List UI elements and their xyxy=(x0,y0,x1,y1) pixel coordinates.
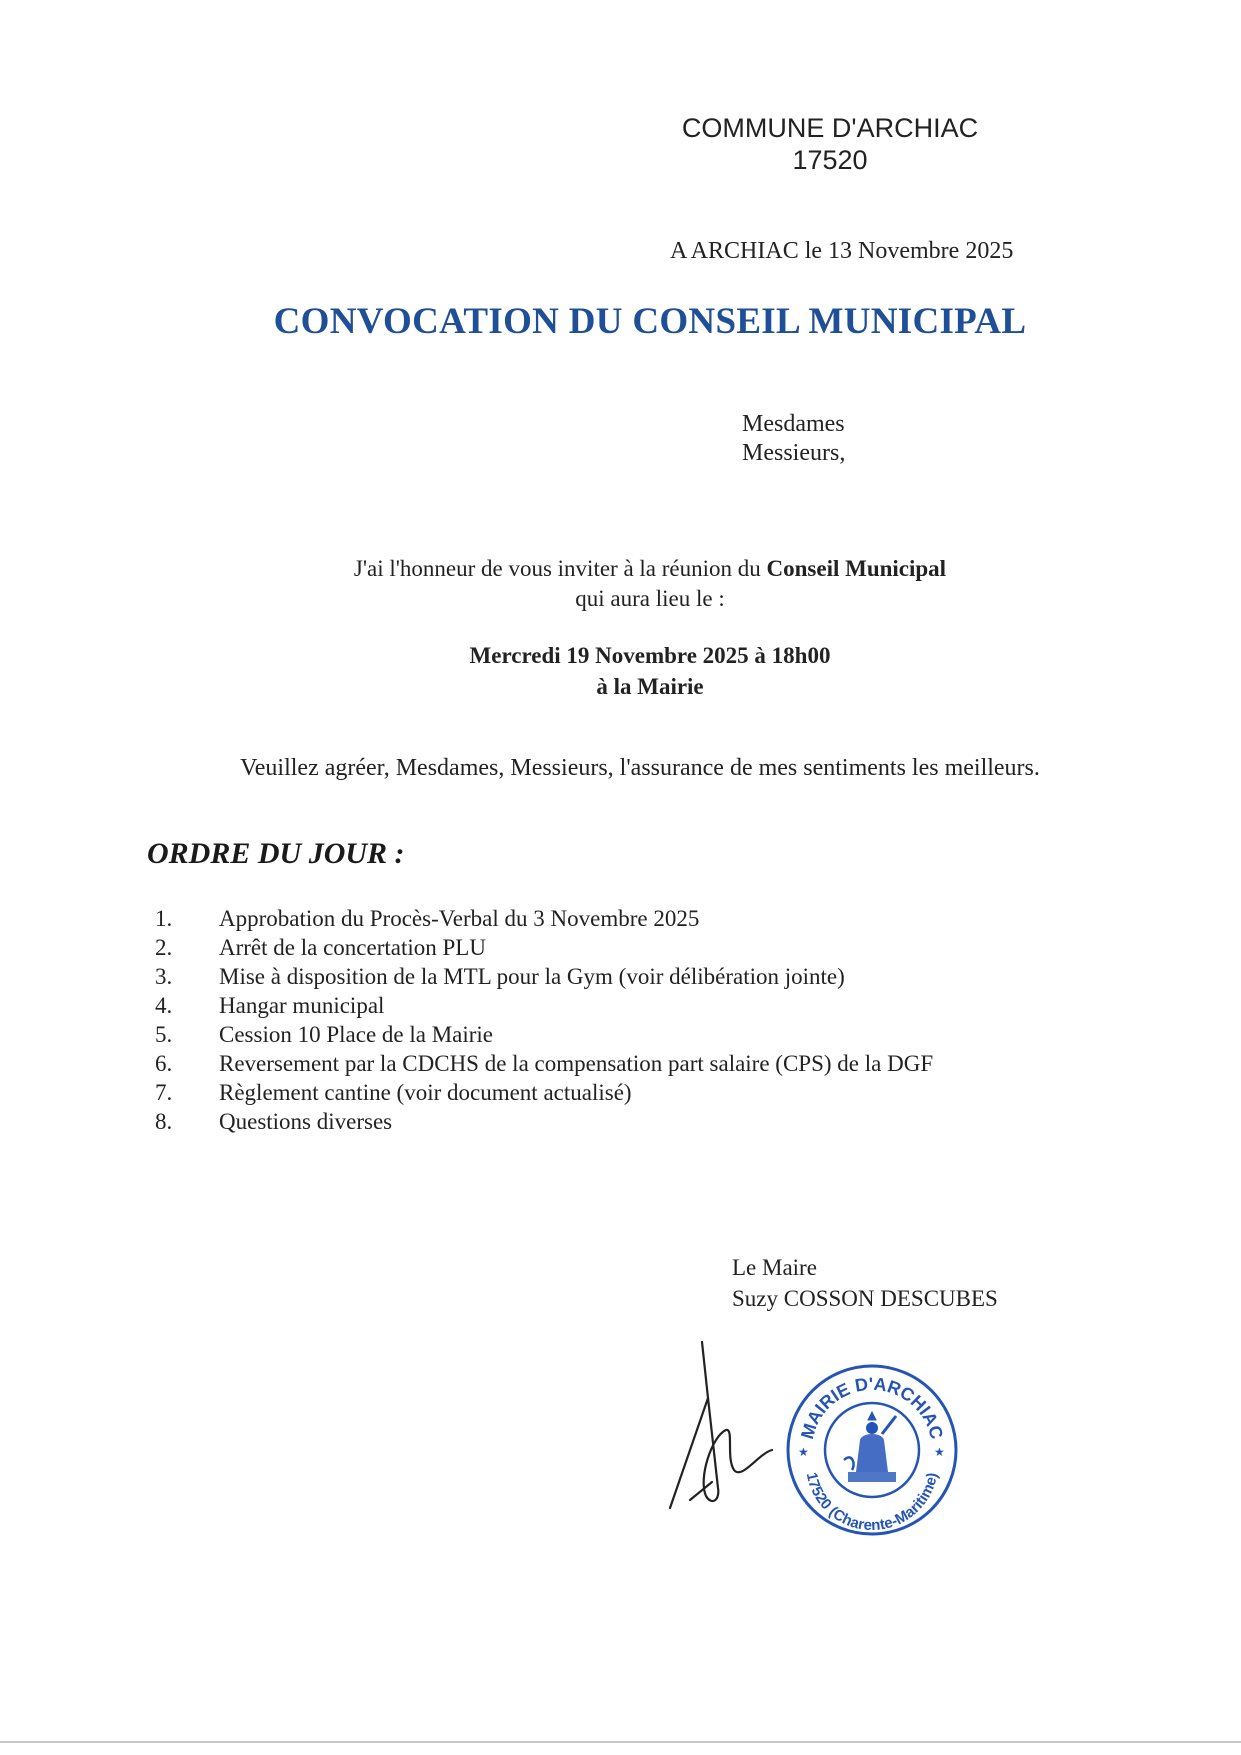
agenda-item-text: Arrêt de la concertation PLU xyxy=(219,935,486,960)
invitation-text xyxy=(250,554,1050,614)
agenda-item xyxy=(155,1020,933,1049)
commune-name: COMMUNE D'ARCHIAC xyxy=(681,113,979,143)
agenda-item-number: 2. xyxy=(155,935,173,960)
agenda-item-text: Mise à disposition de la MTL pour la Gym (voir délibération jointe) xyxy=(219,964,845,989)
agenda-item-number: 1. xyxy=(155,906,173,931)
agenda-item-number: 7. xyxy=(155,1080,173,1105)
meeting-datetime: Mercredi 19 Novembre 2025 à 18h00 xyxy=(469,643,831,668)
greeting-line-1: Mesdames xyxy=(742,411,845,437)
invitation-line-1 xyxy=(250,554,1050,584)
invitation-line-2: qui aura lieu le : xyxy=(575,586,725,611)
date-line: A ARCHIAC le 13 Novembre 2025 xyxy=(670,238,1014,264)
agenda-list xyxy=(155,904,933,1136)
official-stamp xyxy=(782,1360,962,1540)
agenda-item-text: Questions diverses xyxy=(219,1109,393,1134)
agenda-item xyxy=(155,1078,933,1107)
agenda-item-number: 4. xyxy=(155,993,173,1018)
greeting-line-2: Messieurs, xyxy=(742,440,846,466)
agenda-heading: ORDRE DU JOUR : xyxy=(147,837,405,870)
stamp-star-left: ★ xyxy=(798,1445,809,1459)
greeting xyxy=(742,410,845,468)
stamp-top-text: MAIRIE D'ARCHIAC xyxy=(797,1373,947,1442)
meeting-place: à la Mairie xyxy=(596,674,704,699)
agenda-item-number: 3. xyxy=(155,964,173,989)
document-title: CONVOCATION DU CONSEIL MUNICIPAL xyxy=(273,301,1027,342)
agenda-item-text: Reversement par la CDCHS de la compensation part salaire (CPS) de la DGF xyxy=(219,1051,934,1076)
invitation-text-before: J'ai l'honneur de vous inviter à la réunion du xyxy=(353,556,767,581)
agenda-item xyxy=(155,904,933,933)
agenda-item-text: Règlement cantine (voir document actualisé) xyxy=(219,1080,632,1105)
stamp-emblem-icon xyxy=(844,1412,896,1482)
stamp-star-right: ★ xyxy=(934,1445,945,1459)
agenda-item xyxy=(155,991,933,1020)
agenda-item-text: Approbation du Procès-Verbal du 3 Novembre 2025 xyxy=(219,906,700,931)
agenda-item xyxy=(155,1107,933,1136)
bottom-border-line xyxy=(0,1741,1241,1743)
agenda-item-text: Cession 10 Place de la Mairie xyxy=(219,1022,494,1047)
postal-code: 17520 xyxy=(792,145,868,175)
agenda-item-text: Hangar municipal xyxy=(219,993,385,1018)
agenda-item xyxy=(155,1049,933,1078)
invitation-emphasis: Conseil Municipal xyxy=(766,556,947,581)
signer-name: Suzy COSSON DESCUBES xyxy=(732,1286,998,1311)
signer-role: Le Maire xyxy=(732,1255,817,1280)
meeting-details xyxy=(350,640,950,702)
stamp-bottom-text: 17520 (Charente-Maritime) xyxy=(802,1470,942,1535)
agenda-item-number: 5. xyxy=(155,1022,173,1047)
commune-header xyxy=(640,112,1020,176)
agenda-item-number: 6. xyxy=(155,1051,173,1076)
agenda-item xyxy=(155,933,933,962)
agenda-item-number: 8. xyxy=(155,1109,173,1134)
signer-block xyxy=(732,1252,998,1314)
signature-mark xyxy=(660,1338,790,1518)
closing-text: Veuillez agréer, Mesdames, Messieurs, l'assurance de mes sentiments les meilleurs. xyxy=(240,755,1040,781)
agenda-item xyxy=(155,962,933,991)
